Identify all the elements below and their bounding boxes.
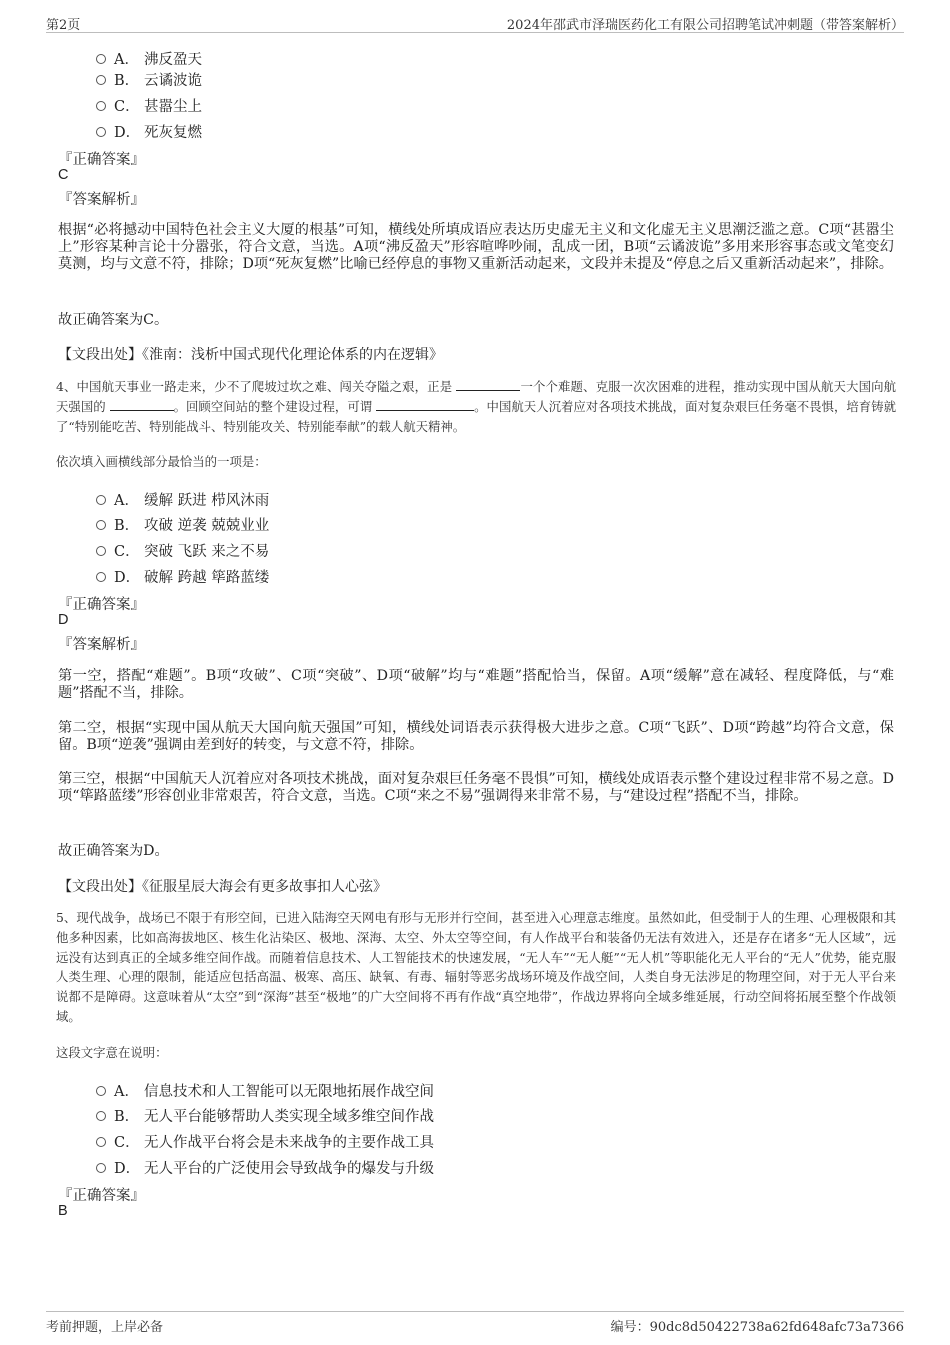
q3-final: 故正确答案为C。 bbox=[58, 312, 169, 328]
q4-option-a[interactable]: A． 缓解 跃进 栉风沐雨 bbox=[96, 489, 269, 510]
radio-icon[interactable] bbox=[96, 127, 106, 137]
q4-answer: D bbox=[58, 612, 69, 628]
q3-option-a[interactable]: A． 沸反盈天 bbox=[96, 48, 202, 69]
radio-icon[interactable] bbox=[96, 546, 106, 556]
radio-icon[interactable] bbox=[96, 520, 106, 530]
page-number: 第2页 bbox=[46, 18, 81, 33]
radio-icon[interactable] bbox=[96, 1137, 106, 1147]
analysis-label: 『答案解析』 bbox=[58, 192, 145, 208]
q4-option-b[interactable]: B． 攻破 逆袭 兢兢业业 bbox=[96, 514, 269, 535]
radio-icon[interactable] bbox=[96, 1111, 106, 1121]
q5-answer: B bbox=[58, 1203, 68, 1219]
q5-option-b[interactable]: B． 无人平台能够帮助人类实现全域多维空间作战 bbox=[96, 1105, 434, 1126]
radio-icon[interactable] bbox=[96, 54, 106, 64]
q5-option-d[interactable]: D． 无人平台的广泛使用会导致战争的爆发与升级 bbox=[96, 1157, 434, 1178]
blank-3[interactable] bbox=[376, 399, 474, 411]
correct-answer-label: 『正确答案』 bbox=[58, 597, 145, 613]
q3-answer: C bbox=[58, 167, 69, 183]
q5-option-c[interactable]: C． 无人作战平台将会是未来战争的主要作战工具 bbox=[96, 1131, 434, 1152]
footer-slogan: 考前押题，上岸必备 bbox=[46, 1320, 164, 1335]
radio-icon[interactable] bbox=[96, 75, 106, 85]
document-id: 编号：90dc8d50422738a62fd648afc73a7366 bbox=[610, 1320, 904, 1335]
q4-source: 【文段出处】《征服星辰大海会有更多故事扣人心弦》 bbox=[58, 879, 387, 895]
q4-analysis-1: 第一空，搭配“难题”。B项“攻破”、C项“突破”、D项“破解”均与“难题”搭配恰当，保留。A项“缓解”意在减轻、程度降低，与“难题”搭配不当，排除。 bbox=[58, 668, 894, 701]
page-footer bbox=[46, 1311, 904, 1335]
radio-icon[interactable] bbox=[96, 1163, 106, 1173]
q4-final: 故正确答案为D。 bbox=[58, 843, 169, 859]
q4-analysis-3: 第三空，根据“中国航天人沉着应对各项技术挑战，面对复杂艰巨任务毫不畏惧”可知，横线处成语表示整个建设过程非常不易之意。D项“筚路蓝缕”形容创业非常艰苦，符合文意，当选。C项“来之不易”强调得来非常不易，与“建设过程”搭配不当，排除。 bbox=[58, 771, 894, 804]
analysis-label: 『答案解析』 bbox=[58, 637, 145, 653]
q5-prompt: 这段文字意在说明： bbox=[56, 1045, 168, 1060]
blank-1[interactable] bbox=[456, 379, 520, 391]
document-title: 2024年邵武市泽瑞医药化工有限公司招聘笔试冲刺题（带答案解析） bbox=[506, 18, 904, 33]
q4-analysis-2: 第二空，根据“实现中国从航天大国向航天强国”可知，横线处词语表示获得极大进步之意。C项“飞跃”、D项“跨越”均符合文意，保留。B项“逆袭”强调由差到好的转变，与文意不符，排除。 bbox=[58, 720, 894, 753]
q4-prompt: 依次填入画横线部分最恰当的一项是： bbox=[56, 454, 267, 469]
q3-option-c[interactable]: C． 甚嚣尘上 bbox=[96, 95, 202, 116]
q4-stem: 4、中国航天事业一路走来，少不了爬坡过坎之难、闯关夺隘之艰，正是 一个个难题、克服一次次困难的进程，推动实现中国从航天大国向航天强国的 。回顾空间站的整个建设过程，可谓 。中国航天人沉着应对各项技术挑战，面对复杂艰巨任务毫不畏惧，培育铸就了“特别能吃苦、特别能战斗、特别能攻关、特别能奉献”的载人航天精神。 bbox=[56, 379, 897, 434]
q4-option-d[interactable]: D． 破解 跨越 筚路蓝缕 bbox=[96, 566, 269, 587]
q4-option-c[interactable]: C． 突破 飞跃 来之不易 bbox=[96, 540, 269, 561]
q3-option-d[interactable]: D． 死灰复燃 bbox=[96, 121, 202, 142]
q3-source: 【文段出处】《淮南：浅析中国式现代化理论体系的内在逻辑》 bbox=[58, 347, 443, 363]
q3-option-b[interactable]: B． 云谲波诡 bbox=[96, 69, 202, 90]
radio-icon[interactable] bbox=[96, 495, 106, 505]
q5-option-a[interactable]: A． 信息技术和人工智能可以无限地拓展作战空间 bbox=[96, 1080, 434, 1101]
correct-answer-label: 『正确答案』 bbox=[58, 1188, 145, 1204]
q5-stem: 5、现代战争，战场已不限于有形空间，已进入陆海空天网电有形与无形并行空间，甚至进入心理意志维度。虽然如此，但受制于人的生理、心理极限和其他多种因素，比如高海拔地区、核生化沾染区、极地、深海、太空、外太空等空间，有人作战平台和装备仍无法有效进入，还是存在诸多“无人区域”，远远没有达到真正的全域多维空间作战。而随着信息技术、人工智能技术的快速发展，“无人车”“无人艇”“无人机”等职能化无人平台的“无人”优势，能克服人类生理、心理的限制，能适应包括高温、极寒、高压、缺氧、有毒、辐射等恶劣战场环境及作战空间，人类自身无法涉足的物理空间，对于无人平台来说都不是障碍。这意味着从“太空”到“深海”甚至“极地”的广大空间将不再有作战“真空地带”，作战边界将向全域多维延展，行动空间将拓展至整个作战领域。 bbox=[56, 910, 896, 1024]
radio-icon[interactable] bbox=[96, 1086, 106, 1096]
q3-analysis: 根据“必将撼动中国特色社会主义大厦的根基”可知，横线处所填成语应表达历史虚无主义和文化虚无主义思潮泛滥之意。C项“甚嚣尘上”形容某种言论十分嚣张，符合文意，当选。A项“沸反盈天”形容喧哗吵闹，乱成一团，B项“云谲波诡”多用来形容事态或文笔变幻莫测，均与文意不符，排除；D项“死灰复燃”比喻已经停息的事物又重新活动起来，文段并未提及“停息之后又重新活动起来”，排除。 bbox=[58, 222, 894, 272]
page-header bbox=[46, 14, 904, 33]
radio-icon[interactable] bbox=[96, 101, 106, 111]
radio-icon[interactable] bbox=[96, 572, 106, 582]
correct-answer-label: 『正确答案』 bbox=[58, 152, 145, 168]
blank-2[interactable] bbox=[110, 399, 174, 411]
